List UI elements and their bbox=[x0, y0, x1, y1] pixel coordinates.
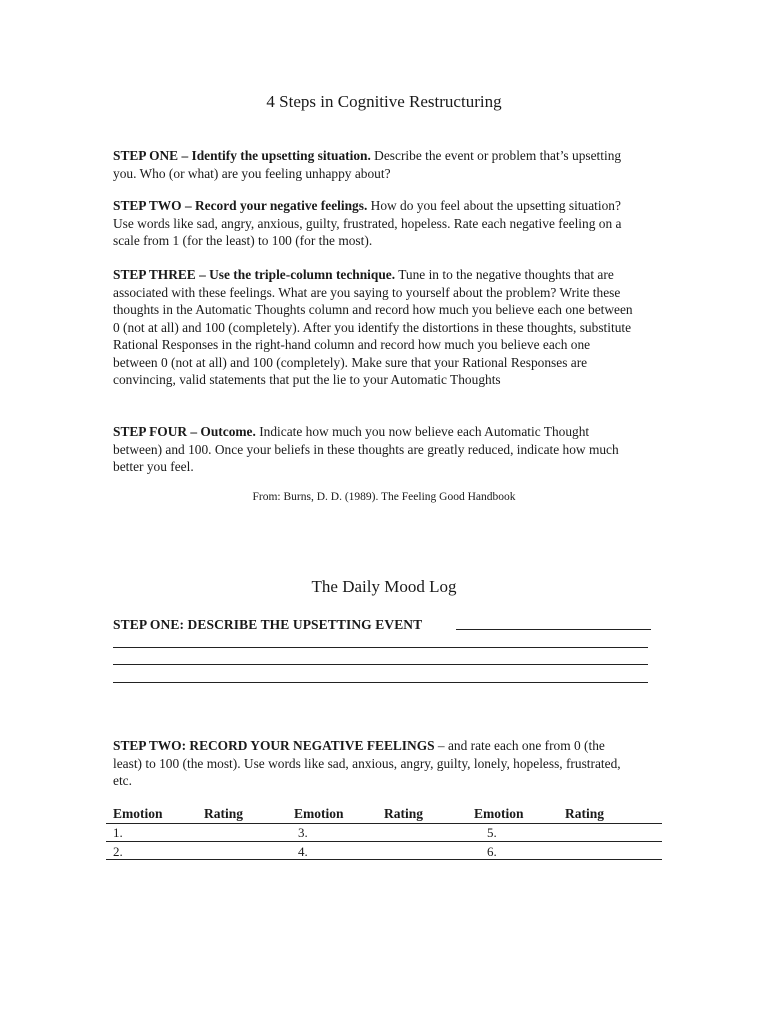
step-three-paragraph bbox=[113, 266, 635, 389]
emotion-cell-5: 5. bbox=[487, 825, 497, 840]
step-one-event-heading: STEP ONE: DESCRIBE THE UPSETTING EVENT bbox=[113, 617, 423, 632]
column-header-emotion-1: Emotion bbox=[113, 806, 163, 821]
step-three-text: Tune in to the negative thoughts that are associated with these feelings. What are you saying to yourself about the problem? Write these thoughts in the Automatic Thoughts column and record how much you believe each one between 0 (not at all) and 100 (completely). After you identify the distortions in these thoughts, substitute Rational Responses in the right-hand column and record how much you believe each one between 0 (not at all) and 100 (completely). Make sure that your Rational Responses are convincing, valid statements that put the lie to your Automatic Thoughts bbox=[113, 267, 633, 387]
citation: From: Burns, D. D. (1989). The Feeling Good Handbook bbox=[252, 491, 516, 503]
step-four-paragraph bbox=[113, 423, 635, 476]
column-header-rating-1: Rating bbox=[204, 806, 244, 821]
event-line-2 bbox=[113, 664, 648, 665]
document-title: 4 Steps in Cognitive Restructuring bbox=[266, 92, 502, 111]
step-one-text: Describe the event or problem that’s upsetting you. Who (or what) are you feeling unhappy about? bbox=[113, 148, 622, 181]
step-two-feelings-text: – and rate each one from 0 (the least) to 100 (the most). Use words like sad, anxious, angry, guilty, lonely, hopeless, frustrated, etc. bbox=[113, 738, 621, 788]
event-line-1 bbox=[113, 647, 648, 648]
step-one-label: STEP ONE – Identify the upsetting situation. bbox=[113, 148, 371, 163]
emotion-cell-1: 1. bbox=[113, 825, 123, 840]
column-header-emotion-3: Emotion bbox=[474, 806, 524, 821]
emotion-cell-3: 3. bbox=[298, 825, 308, 840]
emotion-cell-2: 2. bbox=[113, 844, 123, 859]
step-two-feelings-heading: STEP TWO: RECORD YOUR NEGATIVE FEELINGS bbox=[113, 738, 435, 753]
column-header-rating-2: Rating bbox=[384, 806, 424, 821]
emotion-cell-4: 4. bbox=[298, 844, 308, 859]
step-two-paragraph bbox=[113, 197, 635, 250]
step-two-feelings-paragraph bbox=[113, 737, 635, 790]
step-four-text: Indicate how much you now believe each Automatic Thought between) and 100. Once your beliefs in these thoughts are greatly reduced, indicate how much better you feel. bbox=[113, 424, 619, 474]
table-line-header bbox=[106, 823, 662, 824]
event-line-inline bbox=[456, 629, 651, 630]
step-two-text: How do you feel about the upsetting situation? Use words like sad, angry, anxious, guilty, frustrated, hopeless. Rate each negative feeling on a scale from 1 (for the least) to 100 (for the most). bbox=[113, 198, 622, 248]
step-four-label: STEP FOUR – Outcome. bbox=[113, 424, 256, 439]
step-two-label: STEP TWO – Record your negative feelings. bbox=[113, 198, 368, 213]
table-line-row-1 bbox=[106, 841, 662, 842]
mood-log-title: The Daily Mood Log bbox=[311, 577, 457, 596]
event-line-3 bbox=[113, 682, 648, 683]
step-one-paragraph bbox=[113, 147, 635, 182]
emotion-cell-6: 6. bbox=[487, 844, 497, 859]
column-header-rating-3: Rating bbox=[565, 806, 605, 821]
column-header-emotion-2: Emotion bbox=[294, 806, 344, 821]
table-line-row-2 bbox=[106, 859, 662, 860]
step-three-label: STEP THREE – Use the triple-column technique. bbox=[113, 267, 396, 282]
